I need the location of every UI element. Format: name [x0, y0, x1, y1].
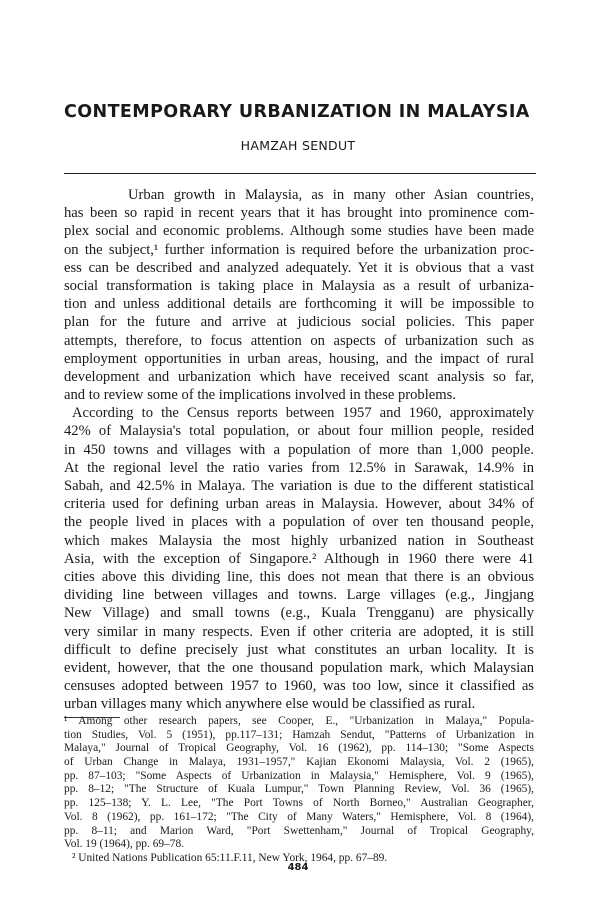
body-line: plan for the future and arrive at judicious social policies. This paper [64, 314, 534, 331]
body-line: evident, however, that the one thousand population mark, which Malaysian [64, 659, 534, 676]
footnote-line: of Urban Change in Malaya, 1931–1957," Kajian Ekonomi Malaysia, Vol. 2 (1965), [64, 756, 534, 769]
footnote-line: ² United Nations Publication 65:11.F.11, New York, 1964, pp. 67–89. [72, 851, 388, 864]
body-line: dividing line between villages and towns. Large villages (e.g., Jingjang [64, 587, 534, 604]
body-line: tion and unless additional details are forthcoming it will be impossible to [64, 296, 534, 313]
body-line: very similar in many respects. Even if other criteria are adopted, it is still [64, 623, 534, 640]
body-line: New Village) and small towns (e.g., Kuala Trengganu) are physically [64, 605, 534, 622]
body-line: social transformation is taking place in Malaysia as a result of urbaniza- [64, 277, 534, 294]
page-number: 484 [287, 862, 309, 873]
article-author: HAMZAH SENDUT [240, 138, 356, 153]
footnote-line: pp. 125–138; Y. L. Lee, "The Port Towns of North Borneo," Australian Geographer, [64, 797, 534, 810]
title-divider [64, 173, 536, 174]
body-line: development and urbanization which have received scant analysis so far, [64, 368, 534, 385]
body-line: attempts, therefore, to focus attention on aspects of urbanization such as [64, 332, 534, 349]
body-line: plex social and economic problems. Although some studies have been made [64, 223, 534, 240]
body-line: Sabah, and 42.5% in Malaya. The variation is due to the different statistical [64, 478, 534, 494]
body-line: urban villages many which anywhere else would be classified as rural. [64, 696, 476, 713]
body-line: criteria used for defining urban areas in Malaysia. However, about 34% of [64, 496, 534, 513]
footnote-line: tion Studies, Vol. 5 (1951), pp.117–131; Hamzah Sendut, "Patterns of Urbanization in [64, 728, 534, 741]
footnote-line: Vol. 19 (1964), pp. 69–78. [64, 838, 185, 851]
body-line: difficult to define precisely just what constitutes an urban locality. It is [64, 641, 534, 658]
footnote-line: ¹ Among other research papers, see Cooper, E., "Urbanization in Malaya," Popula- [64, 715, 534, 727]
body-line: the people lived in places with a population of over ten thousand people, [64, 514, 534, 531]
body-line: and to review some of the implications involved in these problems. [64, 387, 456, 404]
body-line: At the regional level the ratio varies from 12.5% in Sarawak, 14.9% in [64, 459, 534, 476]
footnote-line: Vol. 8 (1962), pp. 161–172; "The City of Many Waters," Hemisphere, Vol. 8 (1964), [64, 810, 534, 823]
body-line: employment opportunities in urban areas, housing, and the impact of rural [64, 350, 534, 367]
article-body [64, 186, 534, 713]
footnote-line: pp. 87–103; "Some Aspects of Urbanization in Malaysia," Hemisphere, Vol. 9 (1965), [64, 769, 534, 782]
footnote-line: pp. 8–12; "The Structure of Kuala Lumpur," Town Planning Review, Vol. 36 (1965), [64, 783, 534, 796]
body-line: 42% of Malaysia's total population, or about four million people, resided [64, 423, 534, 440]
body-line: censuses adopted between 1957 to 1960, was too low, since it classified as [64, 678, 534, 695]
footnote-line: Malaya," Journal of Tropical Geography, Vol. 16 (1962), pp. 114–130; "Some Aspects [64, 742, 534, 755]
body-line: According to the Census reports between 1957 and 1960, approximately [72, 405, 534, 422]
body-line: cities above this dividing line, this does not mean that there is an obvious [64, 568, 534, 585]
body-line: on the subject,¹ further information is required before the urbanization proc- [64, 241, 534, 258]
body-line: ess can be described and analyzed adequately. Yet it is obvious that a vast [64, 259, 534, 276]
body-line: Asia, with the exception of Singapore.² Although in 1960 there were 41 [64, 550, 534, 567]
footnotes [64, 715, 534, 866]
body-line: which makes Malaysia the most highly urbanized nation in Southeast [64, 532, 534, 549]
body-line: in 450 towns and villages with a population of more than 1,000 people. [64, 441, 534, 458]
body-line: has been so rapid in recent years that it has brought into prominence com- [64, 205, 534, 222]
footnote-line: pp. 8–11; and Marion Ward, "Port Swettenham," Journal of Tropical Geography, [64, 824, 534, 837]
article-title: CONTEMPORARY URBANIZATION IN MALAYSIA [64, 102, 530, 122]
body-line: Urban growth in Malaysia, as in many other Asian countries, [128, 187, 534, 203]
